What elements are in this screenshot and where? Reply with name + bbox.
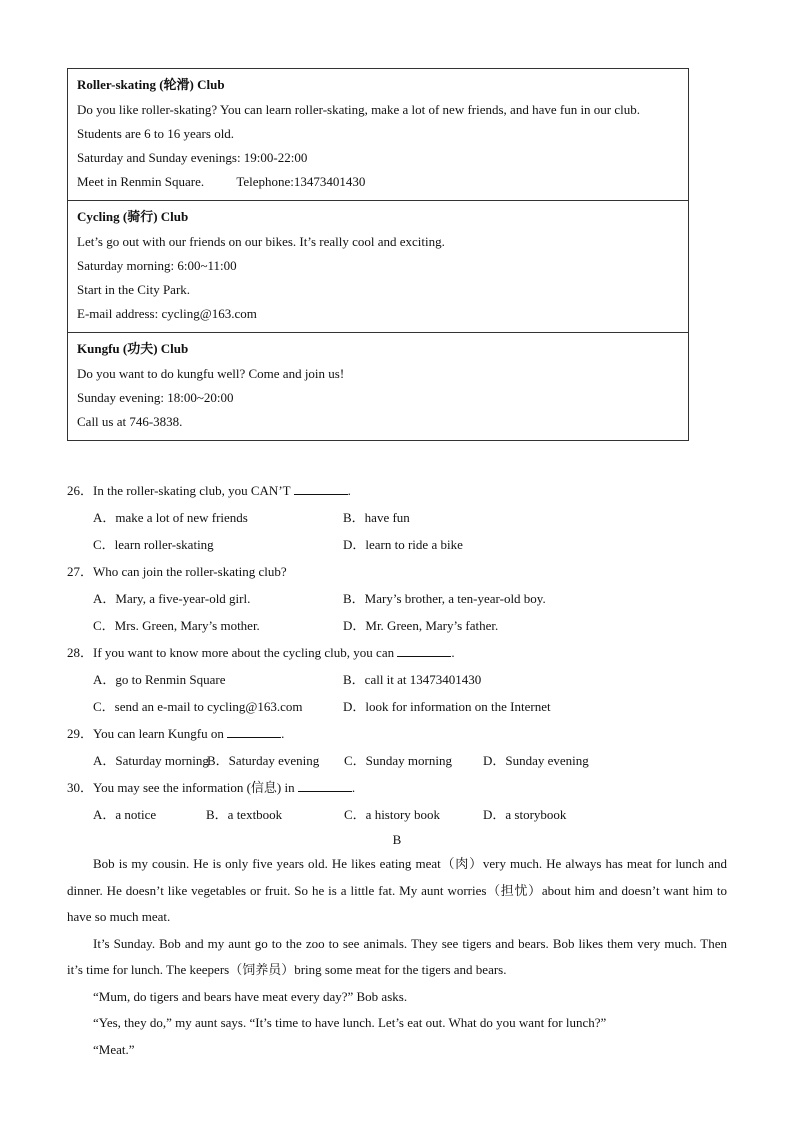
passage-paragraph: “Yes, they do,” my aunt says. “It’s time to have lunch. Let’s eat out. What do you want for lunch?” [93, 1015, 607, 1030]
question-text: 30．You may see the information (信息) in [67, 780, 298, 795]
option-b: B．Saturday evening [207, 753, 320, 768]
option-d: D．a storybook [483, 807, 567, 822]
answer-blank [298, 779, 352, 792]
option-b: B．have fun [343, 510, 410, 525]
passage-paragraph: “Mum, do tigers and bears have meat every day?” Bob asks. [93, 988, 408, 1004]
club-line: Let’s go out with our friends on our bikes. It’s really cool and exciting. [77, 234, 445, 249]
option-b: B．a textbook [206, 807, 283, 822]
club-line: Saturday morning: 6:00~11:00 [77, 258, 237, 273]
club-line: Start in the City Park. [77, 282, 191, 297]
club-line: Students are 6 to 16 years old. [77, 126, 235, 141]
question-text: 29．You can learn Kungfu on [67, 726, 228, 741]
answer-blank [294, 482, 348, 495]
club-line: Call us at 746-3838. [77, 414, 183, 429]
question-28-stem [67, 639, 727, 666]
club-line: Meet in Renmin Square. Telephone:13473401430 [77, 174, 366, 189]
question-27-options [67, 585, 727, 612]
club-kungfu [68, 332, 688, 440]
option-c: C．Mrs. Green, Mary’s mother. [93, 618, 260, 633]
question-end: . [347, 483, 351, 498]
question-text: 28．If you want to know more about the cycling club, you can [67, 645, 398, 660]
question-28-options [67, 693, 727, 720]
option-d: D．look for information on the Internet [343, 699, 551, 714]
question-28-options [67, 666, 727, 693]
option-c: C．a history book [344, 807, 441, 822]
option-b: B．call it at 13473401430 [343, 672, 482, 687]
passage-paragraph: Bob is my cousin. He is only five years old. He likes eating meat（肉）very much. He always has meat for lunch and dinner. He doesn’t like vegetables or fruit. So he is a little fat. My aunt worries（担忧）about him and doesn’t want him to have so much meat. [67, 856, 727, 924]
option-a: A．Mary, a five-year-old girl. [93, 591, 251, 606]
reading-part-b [67, 829, 727, 1063]
club-line: Sunday evening: 18:00~20:00 [77, 390, 234, 405]
question-26-stem [67, 477, 727, 504]
question-text: 27．Who can join the roller-skating club? [67, 564, 287, 579]
question-27-options [67, 612, 727, 639]
club-line: E-mail address: cycling@163.com [77, 306, 257, 321]
option-d: D．Sunday evening [483, 753, 589, 768]
question-29-options [67, 747, 727, 774]
club-title: Roller-skating (轮滑) Club [77, 77, 225, 92]
question-27-stem [67, 558, 727, 585]
passage-paragraph: “Meat.” [93, 1041, 135, 1057]
question-end: . [351, 780, 356, 795]
option-d: D．Mr. Green, Mary’s father. [343, 618, 499, 633]
club-cycling [68, 200, 688, 332]
club-title: Kungfu (功夫) Club [77, 341, 189, 356]
question-26-options [67, 531, 727, 558]
option-a: A．a notice [93, 807, 157, 822]
answer-blank [227, 725, 281, 738]
club-line: Do you like roller-skating? You can learn roller-skating, make a lot of new friends, and have fun in our club. [77, 102, 641, 117]
question-30-options [67, 801, 727, 828]
club-roller-skating [68, 69, 688, 200]
option-a: A．Saturday morning [93, 753, 209, 768]
option-c: C．learn roller-skating [93, 537, 214, 552]
passage-paragraph: It’s Sunday. Bob and my aunt go to the zoo to see animals. They see tigers and bears. Bob likes them very much. Then it’s time for lunch. The keepers（饲养员）bring some meat for the tigers and bears. [67, 935, 727, 977]
clubs-ad-box [67, 68, 689, 441]
question-end: . [281, 726, 285, 741]
club-line: Do you want to do kungfu well? Come and join us! [77, 366, 345, 381]
question-text: 26．In the roller-skating club, you CAN’T [67, 483, 294, 498]
option-b: B．Mary’s brother, a ten-year-old boy. [343, 591, 546, 606]
option-d: D．learn to ride a bike [343, 537, 463, 552]
option-c: C．send an e-mail to cycling@163.com [93, 699, 303, 714]
option-a: A．go to Renmin Square [93, 672, 226, 687]
club-line: Saturday and Sunday evenings: 19:00-22:00 [77, 150, 308, 165]
section-title: B [392, 832, 402, 847]
club-title: Cycling (骑行) Club [77, 209, 189, 224]
option-a: A．make a lot of new friends [93, 510, 248, 525]
question-29-stem [67, 720, 727, 747]
questions-section [67, 477, 727, 828]
question-26-options [67, 504, 727, 531]
question-end: . [451, 645, 455, 660]
answer-blank [397, 644, 451, 657]
option-c: C．Sunday morning [344, 753, 452, 768]
question-30-stem [67, 774, 727, 801]
